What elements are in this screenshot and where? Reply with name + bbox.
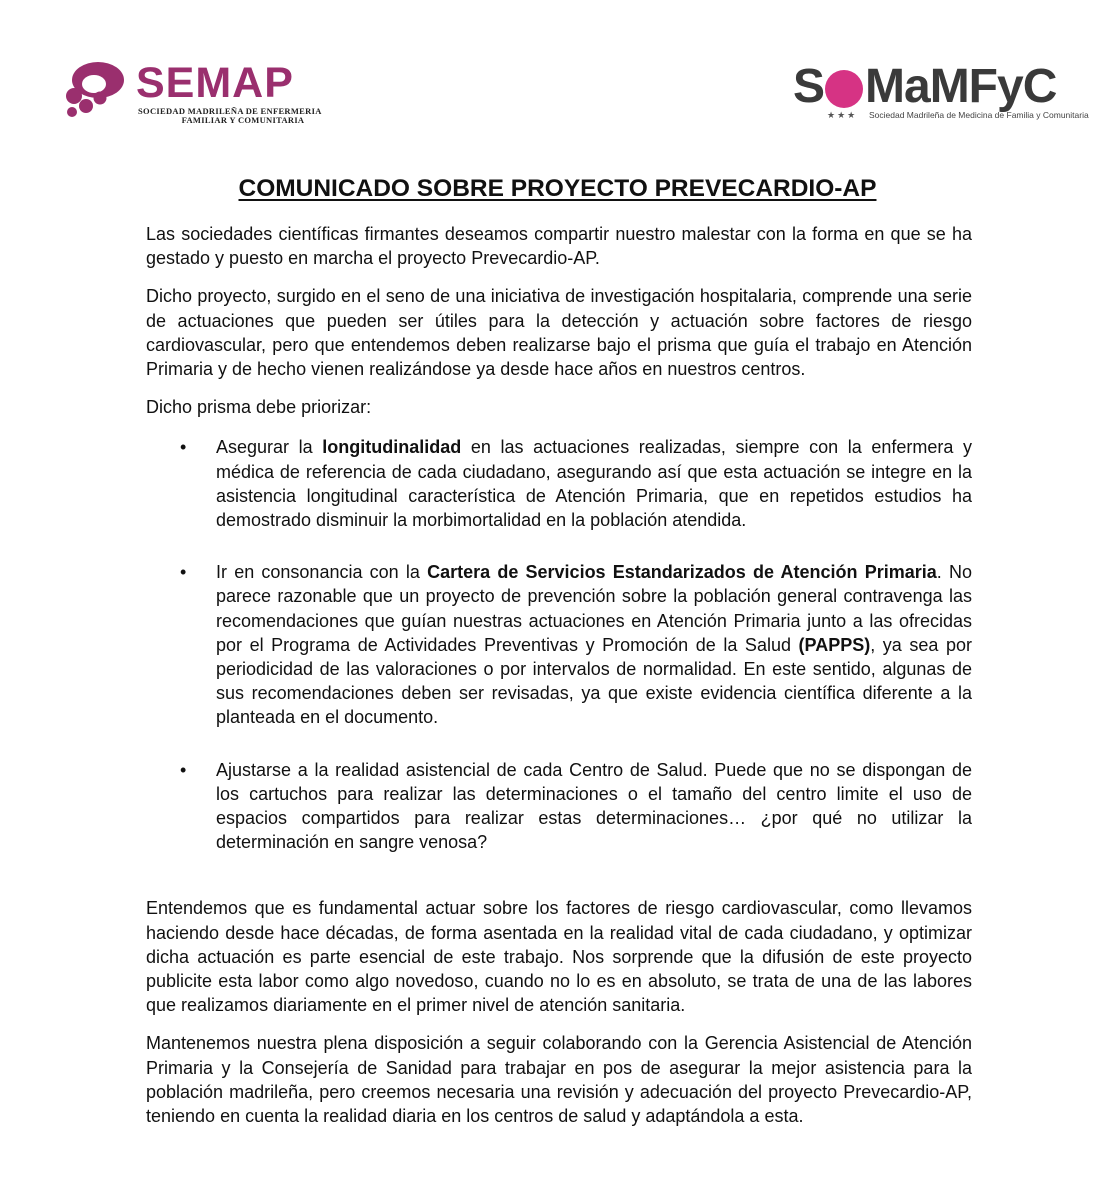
semap-subtitle-line1: SOCIEDAD MADRILEÑA DE ENFERMERIA [138, 106, 322, 116]
page-title: COMUNICADO SOBRE PROYECTO PREVECARDIO-AP [238, 175, 877, 202]
document-body [146, 222, 972, 1142]
list-item-text-bold: longitudinalidad [322, 437, 462, 458]
list-item-text [216, 560, 972, 729]
list-item-text-bold2: (PAPPS) [798, 634, 871, 655]
semap-logo-icon [60, 58, 132, 120]
semap-name: SEMAP [136, 59, 294, 107]
bullet-icon: • [180, 562, 187, 583]
paragraph-intro: Las sociedades científicas firmantes deseamos compartir nuestro malestar con la forma en que se ha gestado y puesto en marcha el proyecto Prevecardio-AP. [146, 224, 972, 269]
somamfyc-subtitle: Sociedad Madrileña de Medicina de Familia y Comunitaria [869, 110, 1089, 120]
list-item [146, 435, 972, 532]
somamfyc-stars-icon: ★★★ [827, 110, 858, 120]
spacer [146, 884, 972, 896]
somamfyc-name-rest: MaMFyC [865, 60, 1057, 113]
list-item-text: Ajustarse a la realidad asistencial de cada Centro de Salud. Puede que no se dispongan de los cartuchos para realizar las determinaciones o el tamaño del centro limite el uso de espacios compartidos para realizar estas determinaciones… ¿por qué no utilizar la determinación en sangre venosa? [216, 759, 972, 853]
bullet-icon: • [180, 759, 187, 780]
list-item [146, 560, 972, 729]
priorities-list [146, 435, 972, 854]
list-item-text [216, 435, 972, 532]
list-item-text-mid: . No parece razonable que un proyecto de prevención sobre la población general contravenga las recomendaciones que guían nuestras actuaciones en Atención Primaria junto a las ofrecidas por el Programa de Actividades Preventivas y Promoción de la Salud [216, 562, 972, 655]
list-item-text-bold: Cartera de Servicios Estandarizados de Atención Primaria [427, 562, 937, 583]
list-item [146, 758, 972, 855]
semap-subtitle-line2: FAMILIAR Y COMUNITARIA [181, 115, 305, 125]
somamfyc-logo [793, 62, 1093, 128]
list-item-text-post: en las actuaciones realizadas, siempre con la enfermera y médica de referencia de cada ciudadano, asegurando así que esta actuación se integre en la asistencia longitudinal característica de Atención Primaria, que en repetidos estudios ha demostrado disminuir la morbimortalidad en la población atendida. [216, 437, 972, 531]
paragraph-conclusion: Entendemos que es fundamental actuar sobre los factores de riesgo cardiovascular, como llevamos haciendo desde hace décadas, de forma asentada en la realidad vital de cada ciudadano, y optimizar dicha actuación es parte esencial de este trabajo. Nos sorprende que la difusión de este proyecto publicite esta labor como algo novedoso, cuando no lo es en absoluto, se trata de una de las labores que realizamos diariamente en el primer nivel de atención sanitaria. [146, 898, 972, 1016]
paragraph-closing: Mantenemos nuestra plena disposición a seguir colaborando con la Gerencia Asistencial de Atención Primaria y la Consejería de Sanidad para trabajar en pos de asegurar la mejor asistencia para la población madrileña, pero creemos necesaria una revisión y adecuación del proyecto Prevecardio-AP, teniendo en cuenta la realidad diaria en los centros de salud y adaptándola a esta. [146, 1033, 972, 1127]
somamfyc-circle-icon [825, 70, 863, 108]
list-item-text-pre: Asegurar la [216, 437, 323, 458]
list-item-text-pre: Ir en consonancia con la [216, 562, 428, 583]
list-item-text-post: , ya sea por periodicidad de las valoraciones o por intervalos de normalidad. En este sentido, algunas de sus recomendaciones deben ser revisadas, ya que existe evidencia científica diferente a la planteada en el documento. [216, 634, 972, 728]
paragraph-project: Dicho proyecto, surgido en el seno de una iniciativa de investigación hospitalaria, comprende una serie de actuaciones que pueden ser útiles para la detección y actuación sobre factores de riesgo cardiovascular, pero que entendemos deben realizarse bajo el prisma que guía el trabajo en Atención Primaria y de hecho vienen realizándose ya desde hace años en nuestros centros. [146, 286, 972, 380]
somamfyc-name-s: S [793, 60, 825, 113]
bullet-icon: • [180, 437, 187, 458]
somamfyc-name [793, 62, 1056, 112]
paragraph-priorities-lead: Dicho prisma debe priorizar: [146, 397, 372, 418]
semap-subtitle [138, 107, 348, 125]
semap-logo [60, 58, 320, 128]
